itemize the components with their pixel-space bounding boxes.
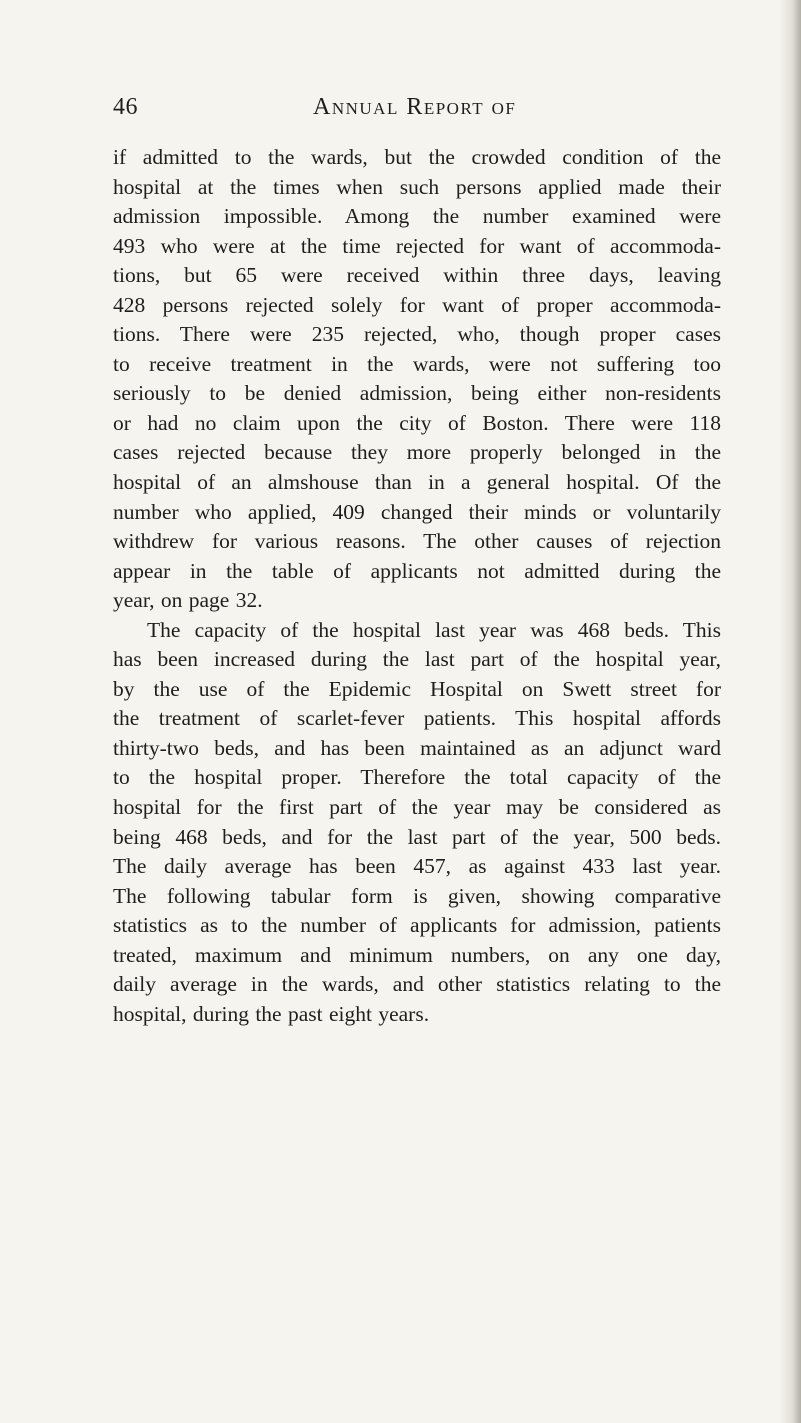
text-line: 428 persons rejected solely for want of proper accommoda-	[113, 292, 721, 317]
text-line: hospital of an almshouse than in a general hospital. Of the	[113, 470, 721, 495]
text-line: The following tabular form is given, showing comparative	[113, 883, 721, 908]
page-header	[113, 94, 721, 130]
text-line: withdrew for various reasons. The other causes of rejection	[113, 529, 721, 554]
page-edge-shadow	[779, 0, 801, 1423]
text-line: The daily average has been 457, as against 433 last year.	[113, 854, 721, 879]
text-line: if admitted to the wards, but the crowded condition of the	[113, 145, 721, 169]
text-line: to the hospital proper. Therefore the total capacity of the	[113, 765, 721, 790]
body-text	[113, 143, 721, 1029]
text-line: to receive treatment in the wards, were not suffering too	[113, 351, 721, 376]
text-line: tions. There were 235 rejected, who, though proper cases	[113, 322, 721, 347]
page-number: 46	[113, 94, 138, 120]
text-line: year, on page 32.	[113, 588, 263, 613]
text-line: admission impossible. Among the number examined were	[113, 204, 721, 229]
text-line: cases rejected because they more properly belonged in the	[113, 440, 721, 465]
text-line: thirty-two beds, and has been maintained as an adjunct ward	[113, 735, 721, 760]
text-line: statistics as to the number of applicants for admission, patients	[113, 913, 721, 938]
text-line: treated, maximum and minimum numbers, on any one day,	[113, 942, 721, 967]
running-head: Annual Report of	[313, 94, 517, 120]
text-line: the treatment of scarlet-fever patients. This hospital affords	[113, 706, 721, 731]
text-line: appear in the table of applicants not admitted during the	[113, 558, 721, 583]
text-line: hospital at the times when such persons applied made their	[113, 174, 721, 199]
text-line: has been increased during the last part of the hospital year,	[113, 647, 721, 672]
text-line: by the use of the Epidemic Hospital on Swett street for	[113, 676, 721, 701]
text-line: seriously to be denied admission, being either non-residents	[113, 381, 721, 406]
text-line: hospital, during the past eight years.	[113, 1001, 430, 1026]
text-line: or had no claim upon the city of Boston. There were 118	[113, 410, 721, 435]
text-line: hospital for the first part of the year may be considered as	[113, 795, 721, 820]
text-line: being 468 beds, and for the last part of the year, 500 beds.	[113, 824, 721, 849]
text-line: tions, but 65 were received within three days, leaving	[113, 263, 721, 288]
text-line: daily average in the wards, and other statistics relating to the	[113, 972, 721, 997]
text-line: number who applied, 409 changed their minds or voluntarily	[113, 499, 721, 524]
text-line: The capacity of the hospital last year was 468 beds. This	[147, 617, 721, 642]
text-line: 493 who were at the time rejected for want of accommoda-	[113, 233, 721, 258]
